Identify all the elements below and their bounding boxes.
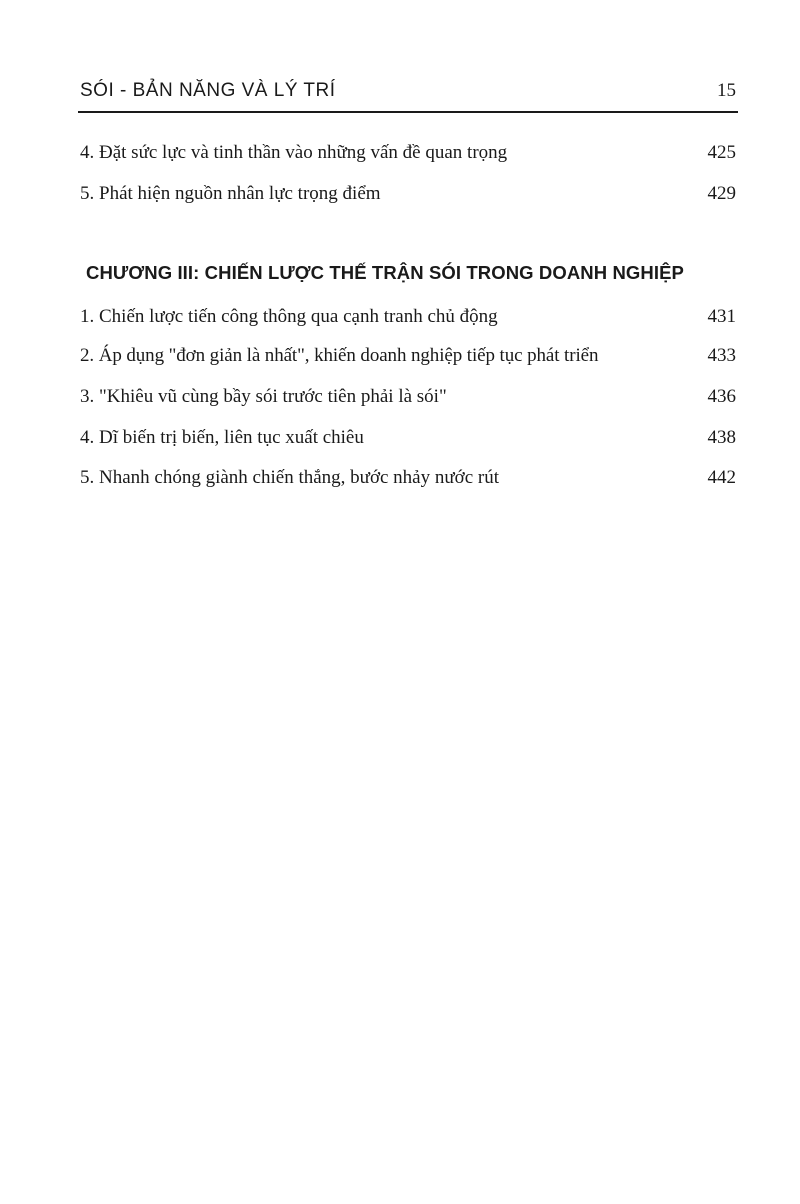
toc-entry	[80, 306, 736, 336]
toc-entry	[80, 142, 736, 172]
book-title: SÓI - BẢN NĂNG VÀ LÝ TRÍ	[80, 80, 336, 101]
toc-entry	[80, 345, 736, 375]
toc-entry-page: 433	[707, 345, 736, 366]
toc-entry-page: 429	[707, 183, 736, 204]
toc-entry-title: 4. Đặt sức lực và tinh thần vào những vấn đề quan trọng	[80, 142, 508, 163]
toc-entry-page: 425	[707, 142, 736, 163]
toc-entry-title: 5. Phát hiện nguồn nhân lực trọng điểm	[80, 183, 381, 204]
toc-entry-page: 442	[707, 467, 736, 488]
toc-entry-title: 1. Chiến lược tiến công thông qua cạnh tranh chủ động	[80, 306, 498, 327]
toc-entry-title: 2. Áp dụng "đơn giản là nhất", khiến doanh nghiệp tiếp tục phát triển	[80, 345, 599, 366]
chapter-heading: CHƯƠNG III: CHIẾN LƯỢC THẾ TRẬN SÓI TRONG DOANH NGHIỆP	[86, 262, 684, 283]
header-divider	[78, 111, 738, 113]
toc-entry	[80, 427, 736, 457]
running-header	[80, 74, 736, 114]
toc-entry-page: 438	[707, 427, 736, 448]
toc-entry-title: 4. Dĩ biến trị biến, liên tục xuất chiêu	[80, 427, 364, 448]
toc-entry-title: 3. "Khiêu vũ cùng bầy sói trước tiên phải là sói"	[80, 386, 447, 407]
page-number: 15	[717, 80, 736, 101]
toc-entry	[80, 467, 736, 497]
toc-entry	[80, 386, 736, 416]
toc-entry-page: 431	[707, 306, 736, 327]
toc-entry-page: 436	[707, 386, 736, 407]
toc-entry	[80, 183, 736, 213]
toc-entry-title: 5. Nhanh chóng giành chiến thắng, bước nhảy nước rút	[80, 467, 500, 488]
